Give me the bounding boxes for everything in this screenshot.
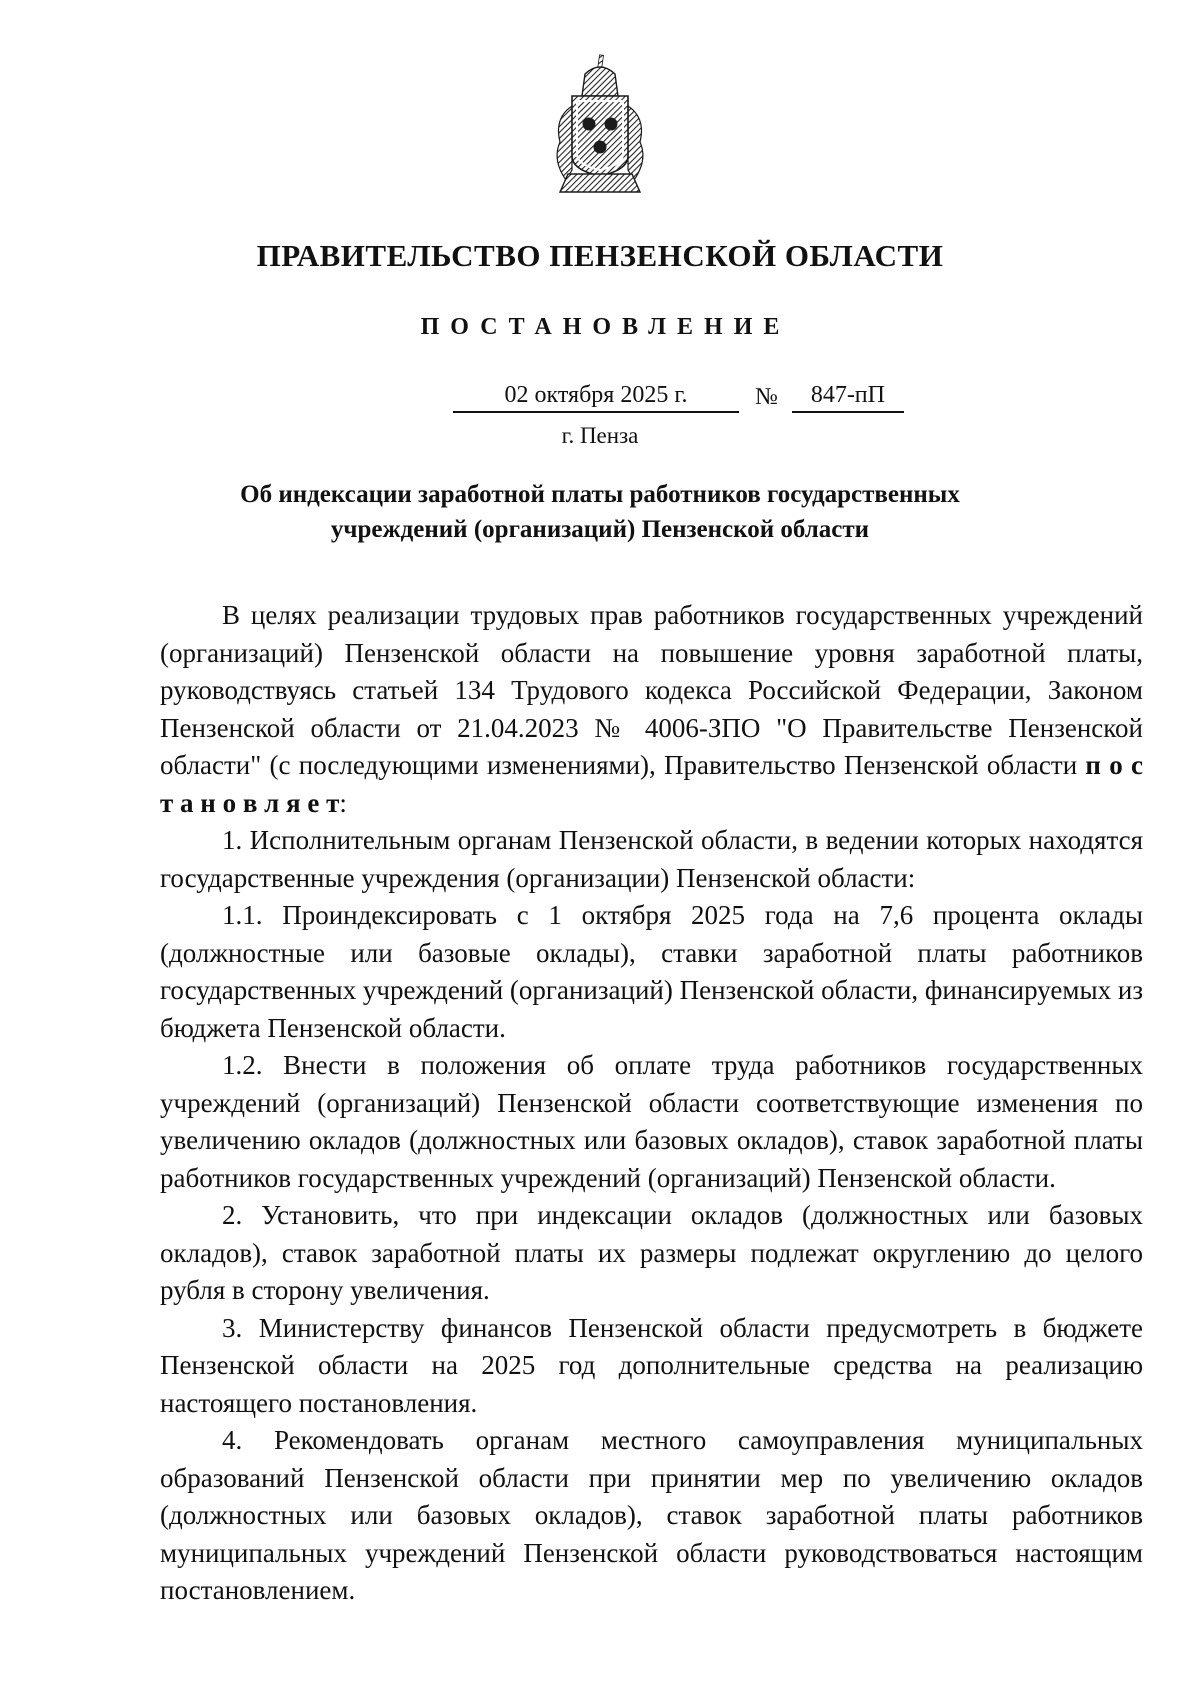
number-field: 847-пП [792, 382, 904, 413]
paragraph-item-1-2: 1.2. Внести в положения об оплате труда работников государственных учреждений (организаций) Пензенской области соответствующие изменения по увеличению окладов (должностных или базовых окладов), ставок заработной платы работников государственных учреждений (организаций) Пензенской области. [160, 1050, 1143, 1193]
date-number-row [453, 379, 1200, 413]
paragraph-item-2: 2. Установить, что при индексации окладов (должностных или базовых окладов), ставок заработной платы их размеры подлежат округлению до целого рубля в сторону увеличения. [160, 1200, 1143, 1305]
subject-line: Об индексации заработной платы работников государственных [240, 481, 960, 508]
org-name: ПРАВИТЕЛЬСТВО ПЕНЗЕНСКОЙ ОБЛАСТИ [256, 238, 944, 273]
paragraph-item-4: 4. Рекомендовать органам местного самоуправления муниципальных образований Пензенской области при принятии мер по увеличению окладов (должностных или базовых окладов), ставок заработной платы работников муниципальных учреждений Пензенской области руководствоваться настоящим постановлением. [160, 1425, 1143, 1605]
decree-word: п о с т а н о в л я е т [160, 750, 1143, 818]
paragraph-item-1: 1. Исполнительным органам Пензенской области, в ведении которых находятся государственные учреждения (организации) Пензенской области: [160, 825, 1143, 893]
date-field: 02 октября 2025 г. [453, 382, 739, 413]
decree-body [160, 597, 1143, 1610]
preamble-text: В целях реализации трудовых прав работников государственных учреждений (организаций) Пензенской области на повышение уровня заработной платы, руководствуясь статьей 134 Трудового кодекса Российской Федерации, Законом Пензенской области от 21.04.2023 № 4006-ЗПО "О Правительстве Пензенской области" (с последующими изменениями), Правительство Пензенской области [160, 600, 1143, 780]
preamble-colon: : [339, 787, 347, 818]
subject-title [0, 477, 1200, 547]
subject-line: учреждений (организаций) Пензенской области [330, 516, 870, 543]
city-label: г. Пенза [561, 423, 639, 448]
paragraph-preamble [160, 597, 1143, 822]
paragraph-item-1-1: 1.1. Проиндексировать с 1 октября 2025 года на 7,6 процента оклады (должностные или базовые оклады), ставки заработной платы работников государственных учреждений (организаций) Пензенской области, финансируемых из бюджета Пензенской области. [160, 900, 1143, 1043]
coat-of-arms-icon [548, 54, 652, 202]
doc-type-heading: ПОСТАНОВЛЕНИЕ [420, 314, 791, 340]
paragraph-item-3: 3. Министерству финансов Пензенской области предусмотреть в бюджете Пензенской области на 2025 год дополнительные средства на реализацию настоящего постановления. [160, 1312, 1143, 1418]
number-sign: № [755, 384, 778, 410]
